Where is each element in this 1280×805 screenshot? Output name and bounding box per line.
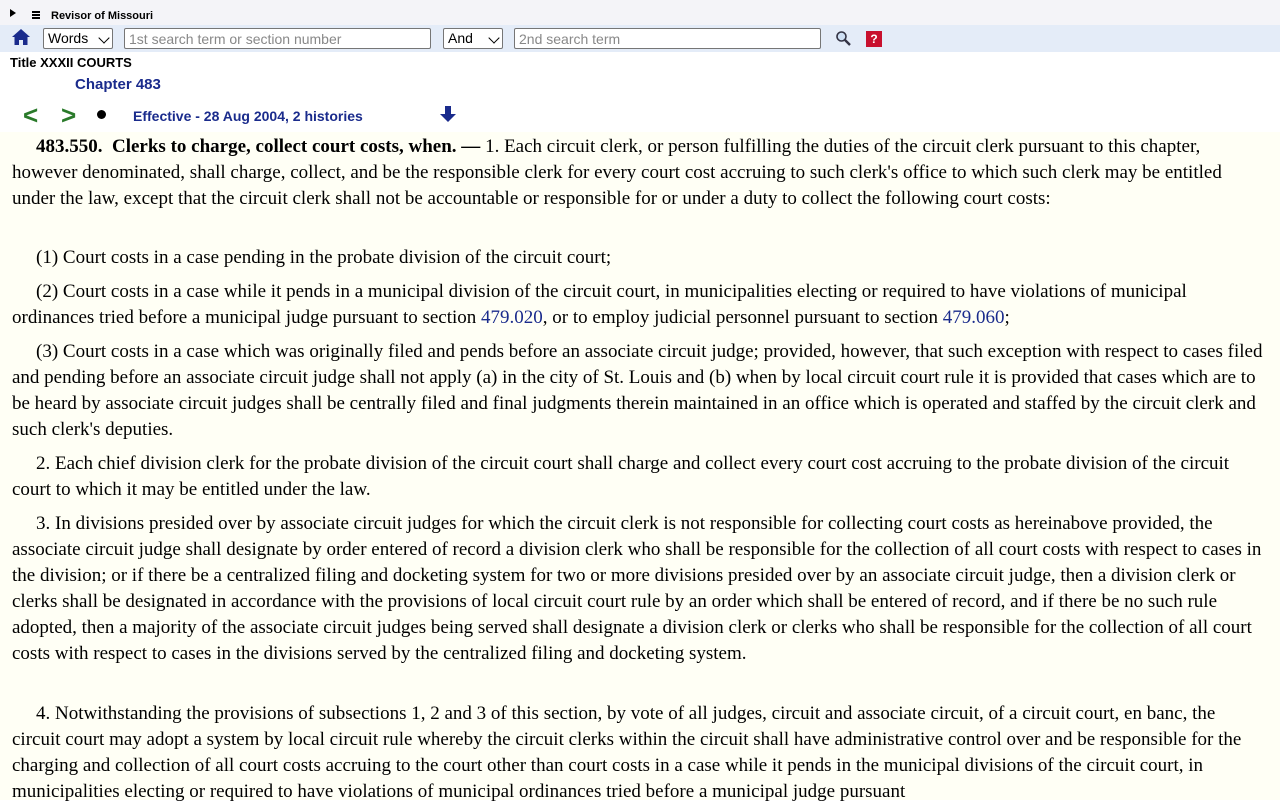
site-title[interactable]: Revisor of Missouri	[51, 10, 154, 22]
subsection-paragraph	[0, 279, 1280, 331]
chevron-down-icon	[98, 32, 109, 43]
search-mode-select[interactable]	[43, 28, 113, 49]
help-button[interactable]: ?	[866, 31, 882, 47]
paragraph-text: 1. Each circuit clerk, or person fulfilling the duties of the circuit clerk pursuant to this chapter, however denominated, shall charge, collect, and be the responsible clerk for every court cost accruing to such clerk's office to which such clerk may be entitled under the law, except that the circuit clerk shall not be accountable or responsible for or under a duty to collect the following court costs:	[12, 136, 1222, 209]
paragraph-text: (2) Court costs in a case while it pends in a municipal division of the circuit court, in municipalities electing or required to have violations of municipal ordinances tried before a municipal judge pursuant to section	[12, 281, 1187, 328]
search-bar	[0, 25, 1280, 52]
expand-triangle-icon[interactable]	[10, 9, 16, 17]
effective-date-link[interactable]: Effective - 28 Aug 2004, 2 histories	[133, 108, 363, 124]
paragraph-text: , or to employ judicial personnel pursuant to section	[542, 307, 943, 328]
section-link-479-060[interactable]: 479.060	[942, 307, 1005, 328]
search-term-1-input[interactable]	[124, 28, 431, 49]
header	[0, 0, 1280, 132]
search-term-2-input[interactable]	[514, 28, 821, 49]
home-icon[interactable]	[11, 27, 31, 47]
site-bar	[0, 0, 1280, 25]
subsection-paragraph: (1) Court costs in a case pending in the probate division of the circuit court;	[36, 247, 612, 268]
search-mode-value: Words	[48, 30, 89, 46]
paragraph-text: ;	[1004, 307, 1010, 328]
next-section-button[interactable]: >	[61, 100, 77, 130]
previous-section-button[interactable]: <	[23, 100, 39, 130]
search-operator-select[interactable]	[443, 28, 503, 49]
search-operator-value: And	[448, 30, 473, 46]
subsection-paragraph: 3. In divisions presided over by associate circuit judges for which the circuit clerk is not responsible for collecting court costs as hereinabove provided, the associate circuit judge shall designate by order entered of record a division clerk who shall be responsible for the collection of all court costs with respect to cases in the division; or if there be a centralized filing and docketing system for two or more divisions presided over by an associate circuit judge, then a division clerk or clerks shall be designated in accordance with the provisions of local circuit court rule by an order which shall be entered of record, and if there be no such rule adopted, then a majority of the associate circuit judges being served shall designate a division clerk or clerks who shall be responsible for the collection of all court costs with respect to cases in the divisions served by the centralized filing and docketing system.	[12, 513, 1262, 664]
subsection-paragraph: (3) Court costs in a case which was originally filed and pends before an associate circuit judge; provided, however, that such exception with respect to cases filed and pending before an associate circuit judge shall not apply (a) in the city of St. Louis and (b) when by local circuit court rule it is provided that cases which are to be heard by associate circuit judges shall be centrally filed and final judgments therein maintained in an office which is operated and staffed by the circuit clerk and such clerk's deputies.	[12, 341, 1263, 440]
section-number: 483.550.	[36, 136, 103, 157]
chevron-down-icon	[488, 32, 499, 43]
current-section-dot-icon[interactable]	[97, 110, 106, 119]
section-link-479-020[interactable]: 479.020	[481, 307, 543, 328]
section-paragraph	[0, 134, 1280, 212]
title-breadcrumb[interactable]: Title XXXII COURTS	[10, 55, 132, 70]
subsection-paragraph: 4. Notwithstanding the provisions of subsections 1, 2 and 3 of this section, by vote of all judges, circuit and associate circuit, of a circuit court, en banc, the circuit court may adopt a system by local circuit rule whereby the circuit clerks within the circuit shall have administrative control over and be responsible for the charging and collection of all court costs accruing to the court other than court costs in a case while it pends in the municipal divisions of the circuit court, in municipalities electing or required to have violations of municipal ordinances tried before a municipal judge pursuant	[12, 703, 1242, 802]
download-arrow-icon[interactable]	[439, 106, 457, 123]
section-text	[0, 132, 1280, 800]
section-heading: Clerks to charge, collect court costs, when. —	[112, 136, 481, 157]
chapter-link[interactable]: Chapter 483	[75, 76, 161, 93]
subsection-paragraph: 2. Each chief division clerk for the probate division of the circuit court shall charge and collect every court cost accruing to the probate division of the circuit court to which it may be entitled under the law.	[12, 453, 1230, 500]
menu-icon[interactable]	[32, 11, 40, 21]
search-icon[interactable]	[835, 30, 851, 46]
